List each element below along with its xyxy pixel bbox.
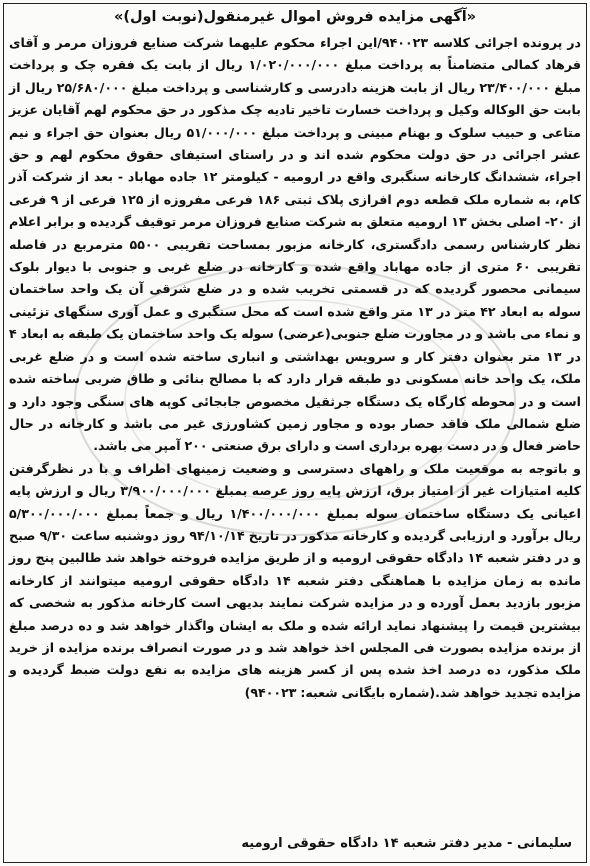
notice-paragraph-1: در پرونده اجرائی کلاسه ۹۴۰۰۲۳/این اجراء محکوم علیهما شرکت صنایع فروزان مرمر و آقای فرهاد کمالی متضامناً به پرداخت مبلغ ۱/۰۲۰/۰۰۰/۰۰۰ ریال از بابت یک فقره چک و پرداخت مبلغ ۲۳/۴۰۰/۰۰۰ ریال از بابت هزینه دادرسی و کارشناسی و پرداخت مبلغ ۲۵/۶۸۰/۰۰۰ ریال از بابت حق الوکاله وکیل و پرداخت خسارت تاخیر تادیه چک مذکور در حق محکوم لهم آقایان عزیز متاعی و حبیب سلوک و بهنام مبینی و پرداخت مبلغ ۵۱/۰۰۰/۰۰۰ ریال بعنوان حق اجراء و نیم عشر اجرائی در حق دولت محکوم شده اند و در راستای استیفای حقوق محکوم لهم و حق اجراء، ششدانگ کارخانه سنگبری واقع در ارومیه - کیلومتر ۱۲ جاده مهاباد - بعد از شرکت آذر کام، به شماره ملک قطعه دوم افرازی پلاک ثبتی ۱۸۶ فرعی مفروزه از ۱۲۵ فرعی از ۹ فرعی از ۲۰- اصلی بخش ۱۳ ارومیه متعلق به شرکت صنایع فروزان مرمر توقیف گردیده و برابر اعلام نظر کارشناس رسمی دادگستری، کارخانه مزبور بمساحت تقریبی ۵۵۰۰ مترمربع در فاصله تقریبی ۶۰ متری از جاده مهاباد واقع شده و کارخانه در ضلع غربی و جنوبی با دیوار بلوک سیمانی محصور گردیده که در قسمتی تخریب شده و در ضلع شرقی آن یک واحد ساختمان سوله به ابعاد ۴۲ متر در ۱۳ متر واقع شده است که محل سنگبری و عمل آوری سنگهای تزئینی و نماء می باشد و در مجاورت ضلع جنوبی(عرضی) سوله یک واحد ساختمان یک طبقه به ابعاد ۴ در ۱۳ متر بعنوان دفتر کار و سرویس بهداشتی و انباری ساخته شده است و در ضلع غربی ملک، یک واحد خانه مسکونی دو طبقه قرار دارد که با مصالح بنائی و طاق ضربی ساخته شده است و در محوطه کارگاه یک دستگاه جرثقیل مخصوص جابجائی کوپه های سنگی وجود دارد و ضلع شمالی ملک فاقد حصار بوده و مجاور زمین کشاورزی غیر می باشد و کارخانه در حال حاضر فعال و در دست بهره برداری است و دارای برق صنعتی ۲۰۰ آمپر می باشد.	[9, 35, 582, 454]
notice-paragraph-2: و باتوجه به موقعیت ملک و راههای دسترسی و وضعیت زمینهای اطراف و با در نظرگرفتن کلیه امتیازات غیر از امتیاز برق، ارزش پایه روز عرصه بمبلغ ۳/۹۰۰/۰۰۰/۰۰۰ ریال و ارزش پایه اعیانی یک دستگاه ساختمان سوله بمبلغ ۱/۴۰۰/۰۰۰/۰۰۰ ریال و جمعاً بمبلغ ۵/۳۰۰/۰۰۰/۰۰۰ ریال برآورد و ارزیابی گردیده و کارخانه مذکور در تاریخ ۹۴/۱۰/۱۴ روز دوشنبه ساعت ۹/۳۰ صبح و در دفتر شعبه ۱۴ دادگاه حقوقی ارومیه و از طریق مزایده فروخته خواهد شد طالبین پنج روز مانده به زمان مزایده با هماهنگی دفتر شعبه ۱۴ دادگاه حقوقی ارومیه میتوانند از کارخانه مزبور بازدید بعمل آورده و در مزایده شرکت نمایند بدیهی است کارخانه مذکور به شخصی که بیشترین قیمت را پیشنهاد نماید ارائه شده و ملک به ایشان واگذار خواهد شد و ده درصد مبلغ از برنده مزایده بصورت فی المجلس اخذ خواهد شد و در صورت انصراف برنده مزایده از خرید ملک مذکور، ده درصد اخذ شده پس از کسر هزینه های مزایده به نفع دولت ضبط گردیده و مزایده تجدید خواهد شد.(شماره بایگانی شعبه: ۹۴۰۰۲۳)	[9, 460, 581, 700]
notice-body	[9, 32, 581, 704]
notice-title: «آگهی مزایده فروش اموال غیرمنقول(نوبت اول)»	[113, 9, 477, 25]
notice-signature: سلیمانی - مدیر دفتر شعبه ۱۴ دادگاه حقوقی ارومیه	[241, 836, 572, 851]
